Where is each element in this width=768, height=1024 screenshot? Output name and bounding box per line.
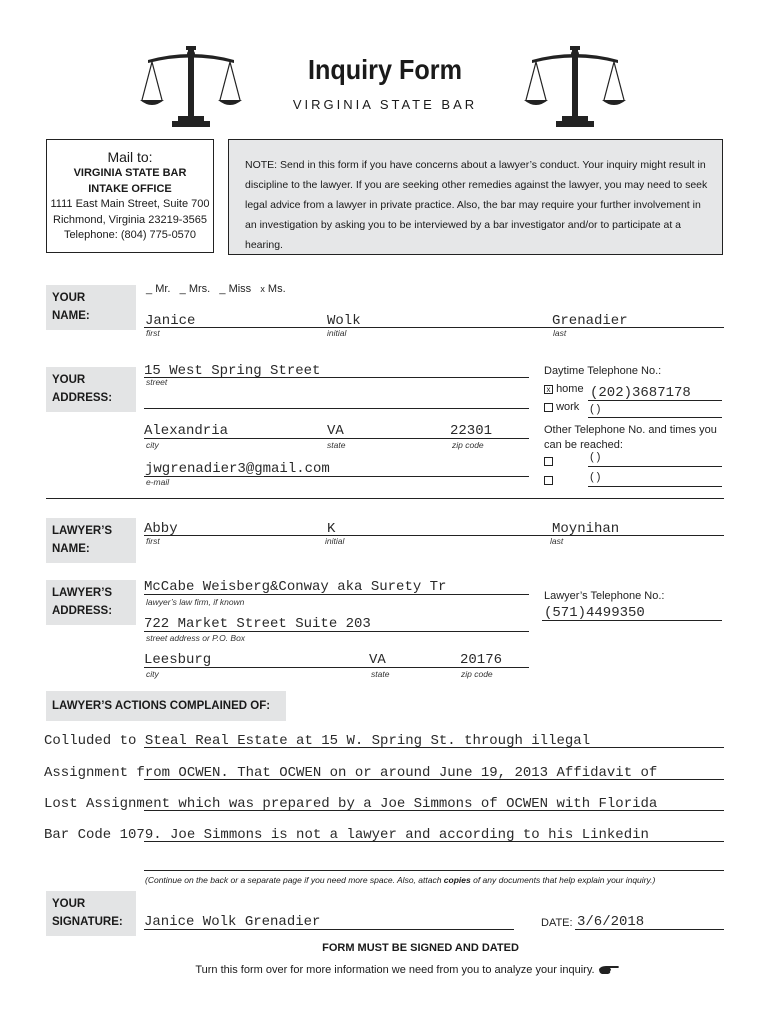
continue-note-bold: copies — [443, 875, 471, 885]
lawyer-last-name-value[interactable]: Moynihan — [552, 521, 620, 537]
home-checkbox[interactable]: x — [544, 385, 553, 394]
lawyer-cap-initial: initial — [325, 536, 345, 546]
cap-lawyer-zip: zip code — [461, 669, 493, 679]
title-options[interactable] — [146, 283, 286, 295]
your-city-underline — [144, 438, 529, 439]
complaint-line-4[interactable]: Bar Code 1079. Joe Simmons is not a lawyer and according to his Linkedin — [44, 827, 649, 843]
lawyer-street-value[interactable]: 722 Market Street Suite 203 — [144, 616, 371, 632]
title-miss: Miss — [228, 283, 252, 295]
section-divider — [46, 498, 724, 499]
mark-mr[interactable]: _ — [146, 283, 153, 295]
lawyer-street-underline — [144, 631, 529, 632]
signature-underline — [144, 929, 514, 930]
other-phone-checkbox-1[interactable] — [544, 457, 553, 466]
lawyer-first-name-value[interactable]: Abby — [144, 521, 178, 537]
cap-lawyer-firm: lawyer’s law firm, if known — [146, 597, 245, 607]
complaint-label: LAWYER’S ACTIONS COMPLAINED OF: — [46, 691, 286, 721]
home-phone-underline — [588, 400, 722, 401]
lawyer-address-label-line2: ADDRESS: — [52, 605, 113, 617]
continue-note-part1: (Continue on the back or a separate page if you need more space. Also, attach — [145, 875, 444, 885]
cap-zip: zip code — [452, 440, 484, 450]
other-phone-checkbox-2[interactable] — [544, 476, 553, 485]
other-phone-underline-1 — [588, 466, 722, 467]
lawyer-state-value[interactable]: VA — [369, 652, 386, 668]
continue-note-part2: of any documents that help explain your inquiry.) — [470, 875, 656, 885]
date-value[interactable]: 3/6/2018 — [577, 914, 645, 930]
date-underline — [575, 929, 724, 930]
complaint-line-2[interactable]: Assignment from OCWEN. That OCWEN on or around June 19, 2013 Affidavit of — [44, 765, 658, 781]
home-phone-value[interactable]: (202)3687178 — [590, 385, 691, 401]
signature-label-line2: SIGNATURE: — [52, 916, 123, 928]
lawyer-initial-value[interactable]: K — [327, 521, 336, 537]
lawyer-name-underline — [144, 535, 724, 536]
lawyer-address-label-line1: LAWYER’S — [52, 587, 113, 599]
cap-state: state — [327, 440, 346, 450]
your-name-label — [46, 285, 136, 330]
your-zip-value[interactable]: 22301 — [450, 423, 493, 439]
your-name-underline — [144, 327, 724, 328]
your-state-value[interactable]: VA — [327, 423, 344, 439]
your-last-name-value[interactable]: Grenadier — [552, 313, 628, 329]
other-phone-label — [544, 423, 717, 453]
mail-to-street: 1111 East Main Street, Suite 700 — [50, 198, 210, 210]
other-phone-value-1[interactable]: ( ) — [590, 451, 601, 463]
mail-to-city: Richmond, Virginia 23219-3565 — [53, 213, 207, 226]
title-mr: Mr. — [155, 283, 171, 295]
lawyer-name-label-line1: LAWYER’S — [52, 525, 113, 537]
cap-lawyer-street: street address or P.O. Box — [146, 633, 246, 643]
complaint-underline-1 — [144, 747, 724, 748]
your-city-value[interactable]: Alexandria — [144, 423, 229, 439]
lawyer-phone-value[interactable]: (571)4499350 — [544, 605, 645, 621]
your-email-value[interactable]: jwgrenadier3@gmail.com — [145, 461, 330, 477]
home-label: home — [556, 383, 584, 395]
form-title: Inquiry Form — [307, 54, 463, 85]
signature-label-line1: YOUR — [52, 898, 86, 910]
mail-to-office: INTAKE OFFICE — [88, 182, 172, 195]
other-phone-underline-2 — [588, 486, 722, 487]
lawyer-address-label — [46, 580, 136, 625]
mail-to-org: VIRGINIA STATE BAR — [73, 167, 187, 179]
cap-lawyer-state: state — [371, 669, 390, 679]
your-name-label-line2: NAME: — [52, 310, 90, 322]
mark-mrs[interactable]: _ — [179, 283, 186, 295]
your-first-name-value[interactable]: Janice — [145, 313, 196, 329]
scales-of-justice-icon-right — [522, 44, 628, 128]
work-phone-value[interactable]: ( ) — [590, 403, 601, 415]
other-phone-label-1: Other Telephone No. and times you — [544, 424, 717, 436]
turn-over-text: Turn this form over for more information we need from you to analyze your inquiry. — [195, 964, 595, 976]
your-email-underline — [144, 476, 529, 477]
your-address-label-line1: YOUR — [52, 374, 86, 386]
work-label: work — [556, 401, 580, 413]
lawyer-zip-value[interactable]: 20176 — [460, 652, 503, 668]
your-address-label-line2: ADDRESS: — [52, 392, 113, 404]
note-box — [228, 139, 723, 255]
scales-of-justice-icon-left — [138, 44, 244, 128]
other-phone-label-2: can be reached: — [544, 439, 623, 451]
complaint-underline-4 — [144, 841, 724, 842]
lawyer-phone-label: Lawyer’s Telephone No.: — [544, 590, 665, 602]
lawyer-cap-last: last — [550, 536, 564, 546]
your-name-label-line1: YOUR — [52, 292, 86, 304]
title-ms: Ms. — [267, 283, 286, 295]
other-phone-value-2[interactable]: ( ) — [590, 471, 601, 483]
mail-to-box — [46, 139, 214, 253]
work-phone-row — [544, 401, 579, 413]
lawyer-city-value[interactable]: Leesburg — [144, 652, 212, 668]
pointing-hand-icon — [598, 964, 620, 976]
cap-email: e-mail — [146, 477, 170, 487]
cap-city: city — [146, 440, 159, 450]
cap-last: last — [553, 328, 567, 338]
signature-value[interactable]: Janice Wolk Grenadier — [144, 914, 321, 930]
cap-lawyer-city: city — [146, 669, 159, 679]
complaint-line-1[interactable]: Colluded to Steal Real Estate at 15 W. Spring St. through illegal — [44, 733, 591, 749]
your-street-underline — [144, 377, 529, 378]
home-phone-row — [544, 383, 584, 395]
mail-to-heading: Mail to: — [107, 149, 153, 165]
date-label: DATE: — [541, 917, 573, 929]
lawyer-phone-underline — [542, 620, 722, 621]
cap-initial: initial — [327, 328, 347, 338]
lawyer-name-label — [46, 518, 136, 563]
mark-ms[interactable]: x — [260, 284, 265, 294]
lawyer-cap-first: first — [146, 536, 160, 546]
mail-to-phone: Telephone: (804) 775-0570 — [63, 229, 197, 241]
cap-first: first — [146, 328, 160, 338]
your-street2-underline[interactable] — [144, 408, 529, 409]
lawyer-firm-value[interactable]: McCabe Weisberg&Conway aka Surety Tr — [144, 579, 447, 595]
daytime-phone-label: Daytime Telephone No.: — [544, 365, 662, 377]
cap-street: street — [146, 377, 168, 387]
your-address-label — [46, 367, 136, 412]
complaint-underline-3 — [144, 810, 724, 811]
lawyer-name-label-line2: NAME: — [52, 543, 90, 555]
your-street-value[interactable]: 15 West Spring Street — [144, 363, 321, 379]
form-subtitle: VIRGINIA STATE BAR — [292, 97, 478, 112]
work-phone-underline — [588, 417, 722, 418]
complaint-line-3[interactable]: Lost Assignment which was prepared by a Joe Simmons of OCWEN with Florida — [44, 796, 658, 812]
must-sign-notice: FORM MUST BE SIGNED AND DATED — [322, 942, 519, 954]
note-text: NOTE: Send in this form if you have concerns about a lawyer’s conduct. Your inquiry might result in discipline to the lawyer. If you are seeking other remedies against the lawyer, you may need to seek legal advice from a lawyer in private practice. Also, the bar may require your further involvement in an investigation by asking you to be interviewed by a bar investigator and/or to participate at a hearing. — [245, 159, 708, 251]
work-checkbox[interactable] — [544, 403, 553, 412]
signature-label — [46, 891, 136, 936]
lawyer-firm-underline — [144, 594, 529, 595]
complaint-underline-5[interactable] — [144, 870, 724, 871]
turn-over-notice — [0, 964, 768, 976]
lawyer-city-underline — [144, 667, 529, 668]
mark-miss[interactable]: _ — [219, 283, 226, 295]
continue-note — [145, 874, 705, 887]
your-initial-value[interactable]: Wolk — [327, 313, 361, 329]
complaint-underline-2 — [144, 779, 724, 780]
title-mrs: Mrs. — [188, 283, 211, 295]
